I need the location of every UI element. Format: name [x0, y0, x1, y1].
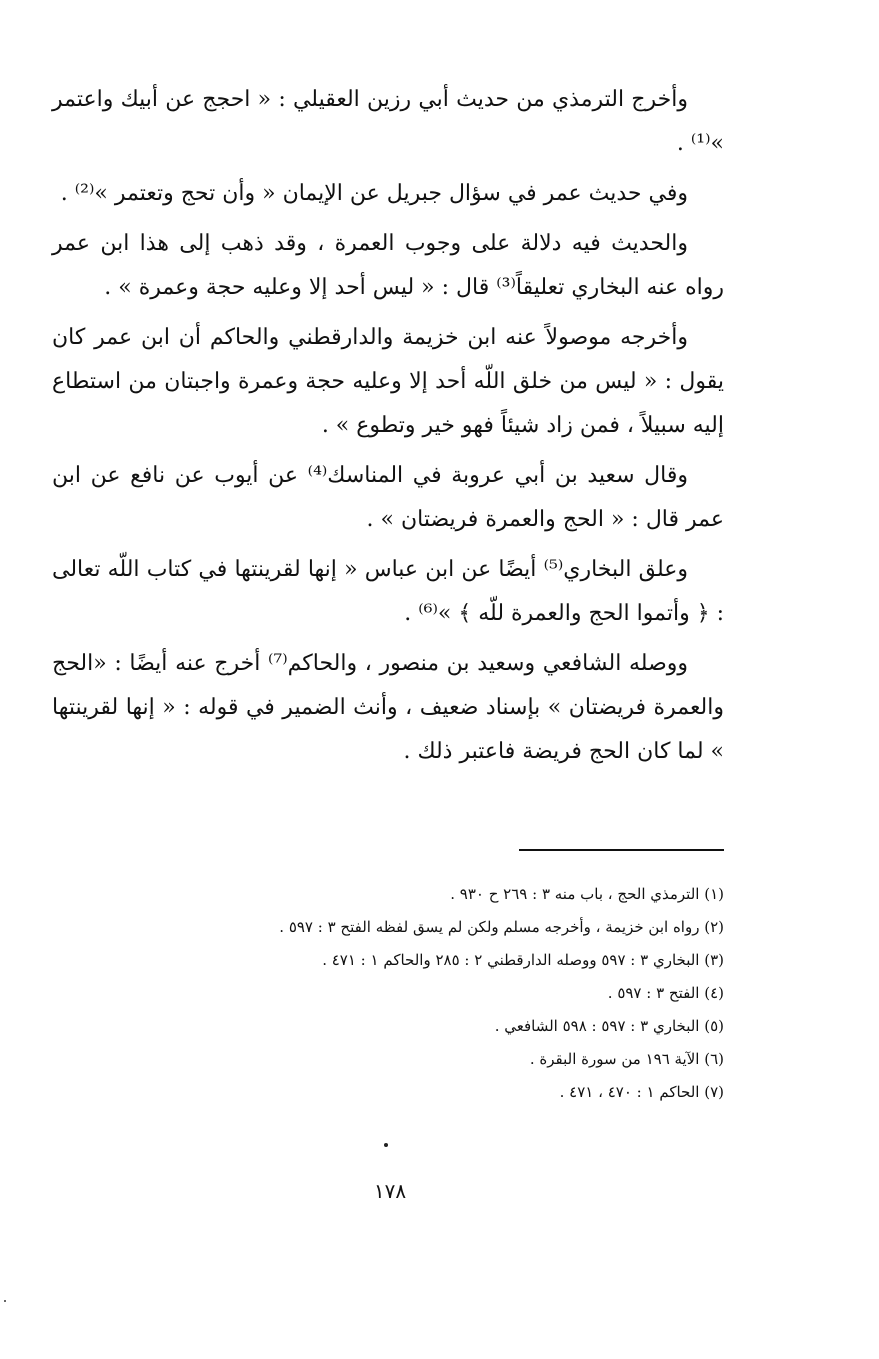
footnote: (٤) الفتح ٣ : ٥٩٧ . — [607, 984, 724, 1002]
footnote: (٥) البخاري ٣ : ٥٩٧ : ٥٩٨ الشافعي . — [494, 1017, 724, 1035]
page-number: ١٧٨ — [373, 1179, 407, 1203]
margin-mark — [4, 1300, 6, 1302]
paragraph-ibn-khuzaymah: وأخرجه موصولاً عنه ابن خزيمة والدارقطني والحاكم أن ابن عمر كان يقول : « ليس من خلق اللّه أحد إلا وعليه حجة وعمرة واجبتان من استطاع إليه سبيلاً ، فمن زاد شيئاً فهو خير وتطوع » . — [52, 325, 724, 438]
footnote: (٢) رواه ابن خزيمة ، وأخرجه مسلم ولكن لم يسق لفظه الفتح ٣ : ٥٩٧ . — [279, 918, 724, 936]
paragraph-umrah-obligation: والحديث فيه دلالة على وجوب العمرة ، وقد ذهب إلى هذا ابن عمر رواه عنه البخاري تعليقاً⁽³⁾ قال : « ليس أحد إلا وعليه حجة وعمرة » . — [52, 231, 724, 300]
paragraph-umar-hadith: وفي حديث عمر في سؤال جبريل عن الإيمان « وأن تحج وتعتمر »⁽²⁾ . — [60, 181, 688, 206]
footnote: (١) الترمذي الحج ، باب منه ٣ : ٢٦٩ ح ٩٣٠ . — [450, 885, 724, 903]
footnote: (٣) البخاري ٣ : ٥٩٧ ووصله الدارقطني ٢ : ٢٨٥ والحاكم ١ : ٤٧١ . — [322, 951, 724, 969]
paragraph-shafii: ووصله الشافعي وسعيد بن منصور ، والحاكم⁽⁷⁾ أخرج عنه أيضًا : «الحج والعمرة فريضتان » بإسناد ضعيف ، وأنث الضمير في قوله : « إنها لقرينتها » لما كان الحج فريضة فاعتبر ذلك . — [52, 651, 724, 764]
footnote-separator — [519, 849, 724, 851]
footnote: (٧) الحاكم ١ : ٤٧٠ ، ٤٧١ . — [559, 1083, 724, 1101]
paragraph-said-ibn-abi-aruba: وقال سعيد بن أبي عروبة في المناسك⁽⁴⁾ عن أيوب عن نافع عن ابن عمر قال : « الحج والعمرة فريضتان » . — [52, 463, 724, 532]
footnote: (٦) الآية ١٩٦ من سورة البقرة . — [529, 1050, 724, 1068]
main-text — [52, 78, 724, 774]
paragraph-ibn-abbas: وعلق البخاري⁽⁵⁾ أيضًا عن ابن عباس « إنها لقرينتها في كتاب اللّه تعالى : ﴿ وأتموا الحج والعمرة للّه ﴾ »⁽⁶⁾ . — [52, 557, 724, 626]
footnotes-list — [100, 878, 724, 1109]
paragraph-tirmidhi: وأخرج الترمذي من حديث أبي رزين العقيلي : « احجج عن أبيك واعتمر »⁽¹⁾ . — [52, 87, 724, 156]
ink-dot — [384, 1143, 388, 1147]
